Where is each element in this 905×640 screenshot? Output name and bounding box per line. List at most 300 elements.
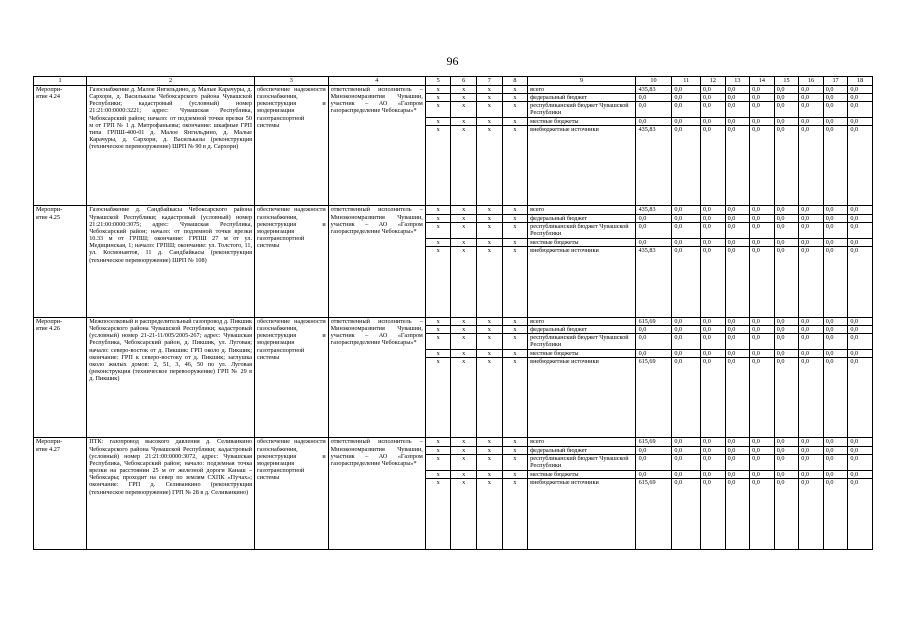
code-mark: x: [451, 326, 477, 334]
funding-value-year: 0,0: [750, 126, 775, 206]
column-number-5: 5: [425, 77, 451, 86]
code-mark: x: [477, 246, 503, 317]
funding-value-year: 0,0: [672, 317, 701, 325]
code-mark: x: [477, 470, 503, 478]
funding-value-year: 0,0: [799, 470, 824, 478]
code-mark: x: [451, 94, 477, 102]
funding-value-year: 0,0: [774, 478, 799, 549]
column-number-row: [34, 77, 873, 86]
funding-value-year: 0,0: [701, 326, 726, 334]
table-row: [34, 206, 873, 214]
code-mark: x: [425, 94, 451, 102]
code-mark: x: [502, 238, 528, 246]
code-mark: x: [502, 118, 528, 126]
code-mark: x: [502, 102, 528, 118]
code-mark: x: [477, 126, 503, 206]
funding-value-year: 0,0: [750, 317, 775, 325]
funding-value-year: 0,0: [774, 350, 799, 358]
code-mark: x: [451, 214, 477, 222]
measure-id-line: Меропри-: [36, 438, 63, 446]
measure-id: [34, 86, 87, 206]
code-mark: x: [502, 438, 528, 446]
funding-value-year: 0,0: [725, 454, 750, 470]
column-number-12: 12: [701, 77, 726, 86]
funding-value-year: 0,0: [823, 222, 848, 238]
funding-value-year: 0,0: [672, 118, 701, 126]
funding-value-year: 0,0: [672, 478, 701, 549]
measure-id: [34, 206, 87, 317]
measure-executor: ответственный исполнитель – Минэкономразвития Чувашии, участник – АО «Газпром газораспределение Чебоксары»*: [328, 317, 425, 437]
funding-value-year: 0,0: [823, 246, 848, 317]
funding-value-year: 0,0: [725, 86, 750, 94]
code-mark: x: [451, 454, 477, 470]
code-mark: x: [477, 446, 503, 454]
funding-value-year: 0,0: [823, 126, 848, 206]
funding-source: республиканский бюджет Чувашской Республики: [528, 454, 635, 470]
funding-value-year: 0,0: [701, 214, 726, 222]
funding-value-year: 0,0: [725, 326, 750, 334]
column-number-13: 13: [725, 77, 750, 86]
column-number-11: 11: [672, 77, 701, 86]
code-mark: x: [451, 118, 477, 126]
funding-source: федеральный бюджет: [528, 446, 635, 454]
funding-value-year: 0,0: [672, 454, 701, 470]
funding-value-year: 0,0: [750, 222, 775, 238]
funding-value-year: 0,0: [848, 317, 873, 325]
funding-value-year: 0,0: [848, 126, 873, 206]
code-mark: x: [477, 454, 503, 470]
funding-value-year: 0,0: [774, 438, 799, 446]
code-mark: x: [477, 86, 503, 94]
column-number-14: 14: [750, 77, 775, 86]
measure-purpose: обеспечение надежности газоснабжения, реконструкция и модернизация газотранспортной системы: [255, 438, 329, 549]
funding-value-year: 0,0: [848, 438, 873, 446]
funding-value-year: 0,0: [823, 350, 848, 358]
funding-source: внебюджетные источники: [528, 246, 635, 317]
column-number-15: 15: [774, 77, 799, 86]
code-mark: x: [502, 214, 528, 222]
column-number-17: 17: [823, 77, 848, 86]
funding-source: местные бюджеты: [528, 118, 635, 126]
code-mark: x: [502, 206, 528, 214]
code-mark: x: [425, 238, 451, 246]
code-mark: x: [477, 214, 503, 222]
funding-value-year: 0,0: [823, 94, 848, 102]
code-mark: x: [451, 317, 477, 325]
table-row: [34, 438, 873, 446]
funding-value-year: 0,0: [701, 86, 726, 94]
funding-value-total: 615,69: [635, 358, 672, 438]
funding-value-year: 0,0: [725, 126, 750, 206]
funding-value-year: 0,0: [799, 86, 824, 94]
funding-value-year: 0,0: [848, 350, 873, 358]
funding-value-year: 0,0: [848, 206, 873, 214]
funding-value-year: 0,0: [799, 238, 824, 246]
code-mark: x: [451, 334, 477, 350]
code-mark: x: [477, 102, 503, 118]
funding-value-year: 0,0: [774, 102, 799, 118]
funding-value-total: 435,83: [635, 126, 672, 206]
funding-value-year: 0,0: [750, 214, 775, 222]
measure-executor: ответственный исполнитель – Минэкономразвития Чувашии, участник – АО «Газпром газораспределение Чебоксары»*: [328, 206, 425, 317]
funding-value-year: 0,0: [823, 470, 848, 478]
funding-value-year: 0,0: [750, 454, 775, 470]
measure-id: [34, 317, 87, 437]
code-mark: x: [425, 334, 451, 350]
code-mark: x: [502, 470, 528, 478]
funding-value-year: 0,0: [799, 118, 824, 126]
funding-value-year: 0,0: [701, 94, 726, 102]
code-mark: x: [502, 222, 528, 238]
code-mark: x: [477, 438, 503, 446]
code-mark: x: [477, 317, 503, 325]
code-mark: x: [477, 478, 503, 549]
code-mark: x: [425, 358, 451, 438]
funding-value-year: 0,0: [750, 206, 775, 214]
column-number-16: 16: [799, 77, 824, 86]
funding-value-year: 0,0: [672, 350, 701, 358]
funding-value-year: 0,0: [774, 454, 799, 470]
funding-value-year: 0,0: [750, 238, 775, 246]
funding-value-year: 0,0: [799, 358, 824, 438]
code-mark: x: [502, 326, 528, 334]
funding-value-year: 0,0: [823, 334, 848, 350]
funding-value-year: 0,0: [725, 222, 750, 238]
funding-value-year: 0,0: [823, 206, 848, 214]
measure-description: Межпоселковый и распределительный газопровод д. Пикшик Чебоксарского района Чувашской Республики; кадастровый (условный) номер 21-21-11/005/2005-267; адрес: Чувашская Республика, Чебоксарский район, д. Пикшик, ул. Луговая; начало: северо-восток от д. Пикшик: ГРП около д. Пикшик; окончание: ГРП к северо-востоку от д. Пикшик; заглушка около жилых домов: 2, 51, 3, 46, 50 по ул. Луговая (реконструкция (техническое перевооружение) ГРП № 29 в д. Пикшик): [87, 317, 255, 437]
funding-value-year: 0,0: [750, 478, 775, 549]
measure-purpose: обеспечение надежности газоснабжения, реконструкция и модернизация газотранспортной системы: [255, 206, 329, 317]
funding-source: федеральный бюджет: [528, 94, 635, 102]
funding-value-total: 0,0: [635, 350, 672, 358]
funding-value-year: 0,0: [774, 446, 799, 454]
code-mark: x: [477, 238, 503, 246]
funding-value-total: 0,0: [635, 94, 672, 102]
funding-value-year: 0,0: [799, 446, 824, 454]
funding-value-year: 0,0: [774, 317, 799, 325]
code-mark: x: [502, 334, 528, 350]
funding-value-year: 0,0: [848, 86, 873, 94]
code-mark: x: [425, 126, 451, 206]
column-number-10: 10: [635, 77, 672, 86]
funding-value-year: 0,0: [725, 118, 750, 126]
funding-value-total: 0,0: [635, 118, 672, 126]
funding-value-year: 0,0: [848, 94, 873, 102]
funding-value-year: 0,0: [774, 126, 799, 206]
funding-value-year: 0,0: [799, 454, 824, 470]
funding-value-year: 0,0: [799, 350, 824, 358]
funding-value-year: 0,0: [725, 206, 750, 214]
code-mark: x: [502, 94, 528, 102]
funding-value-year: 0,0: [774, 214, 799, 222]
funding-value-total: 0,0: [635, 454, 672, 470]
funding-value-year: 0,0: [672, 358, 701, 438]
code-mark: x: [477, 358, 503, 438]
funding-value-year: 0,0: [672, 246, 701, 317]
code-mark: x: [451, 86, 477, 94]
funding-source: внебюджетные источники: [528, 478, 635, 549]
funding-value-year: 0,0: [701, 246, 726, 317]
funding-value-year: 0,0: [701, 102, 726, 118]
code-mark: x: [425, 350, 451, 358]
measure-id-line: ятие 4.25: [36, 213, 60, 221]
funding-value-year: 0,0: [774, 118, 799, 126]
funding-value-total: 0,0: [635, 334, 672, 350]
funding-source: всего: [528, 206, 635, 214]
code-mark: x: [425, 214, 451, 222]
funding-source: местные бюджеты: [528, 238, 635, 246]
funding-source: всего: [528, 86, 635, 94]
table-row: [34, 317, 873, 325]
funding-value-year: 0,0: [799, 214, 824, 222]
code-mark: x: [451, 246, 477, 317]
code-mark: x: [451, 358, 477, 438]
column-number-2: 2: [87, 77, 255, 86]
funding-source: федеральный бюджет: [528, 214, 635, 222]
funding-value-total: 0,0: [635, 102, 672, 118]
funding-value-year: 0,0: [799, 317, 824, 325]
code-mark: x: [502, 454, 528, 470]
page-number: 96: [446, 54, 459, 68]
funding-value-total: 435,83: [635, 206, 672, 214]
funding-value-year: 0,0: [774, 334, 799, 350]
code-mark: x: [451, 446, 477, 454]
funding-value-year: 0,0: [725, 438, 750, 446]
funding-value-year: 0,0: [799, 102, 824, 118]
code-mark: x: [502, 86, 528, 94]
funding-value-year: 0,0: [848, 454, 873, 470]
column-number-18: 18: [848, 77, 873, 86]
funding-value-year: 0,0: [774, 358, 799, 438]
measure-id-line: Меропри-: [36, 86, 63, 93]
column-number-9: 9: [528, 77, 635, 86]
measure-purpose: обеспечение надежности газоснабжения, реконструкция и модернизация газотранспортной системы: [255, 317, 329, 437]
funding-value-year: 0,0: [750, 438, 775, 446]
funding-value-year: 0,0: [672, 206, 701, 214]
measure-id-line: Меропри-: [36, 317, 63, 325]
funding-value-year: 0,0: [701, 358, 726, 438]
funding-value-year: 0,0: [750, 94, 775, 102]
funding-value-year: 0,0: [750, 350, 775, 358]
funding-value-year: 0,0: [750, 102, 775, 118]
funding-source: федеральный бюджет: [528, 326, 635, 334]
measure-id-line: ятие 4.24: [36, 93, 60, 101]
table-row: [34, 86, 873, 94]
funding-value-year: 0,0: [823, 478, 848, 549]
funding-value-year: 0,0: [750, 326, 775, 334]
funding-value-year: 0,0: [823, 317, 848, 325]
funding-value-total: 0,0: [635, 446, 672, 454]
funding-value-year: 0,0: [823, 326, 848, 334]
funding-value-year: 0,0: [701, 478, 726, 549]
funding-value-year: 0,0: [672, 94, 701, 102]
code-mark: x: [425, 446, 451, 454]
funding-value-year: 0,0: [750, 334, 775, 350]
code-mark: x: [451, 206, 477, 214]
funding-value-year: 0,0: [774, 470, 799, 478]
funding-value-year: 0,0: [823, 446, 848, 454]
funding-value-year: 0,0: [750, 470, 775, 478]
funding-value-year: 0,0: [672, 334, 701, 350]
code-mark: x: [502, 446, 528, 454]
code-mark: x: [477, 222, 503, 238]
code-mark: x: [425, 470, 451, 478]
code-mark: x: [502, 246, 528, 317]
funding-value-year: 0,0: [701, 446, 726, 454]
funding-value-year: 0,0: [848, 102, 873, 118]
funding-value-year: 0,0: [799, 334, 824, 350]
funding-value-year: 0,0: [701, 118, 726, 126]
column-number-3: 3: [255, 77, 329, 86]
funding-value-year: 0,0: [848, 334, 873, 350]
code-mark: x: [425, 222, 451, 238]
funding-value-year: 0,0: [799, 126, 824, 206]
funding-value-year: 0,0: [672, 470, 701, 478]
code-mark: x: [451, 222, 477, 238]
measure-executor: ответственный исполнитель – Минэкономразвития Чувашии, участник – АО «Газпром газораспределение Чебоксары»*: [328, 86, 425, 206]
funding-value-total: 0,0: [635, 238, 672, 246]
funding-value-year: 0,0: [725, 334, 750, 350]
funding-value-year: 0,0: [672, 238, 701, 246]
measure-id-line: ятие 4.27: [36, 445, 60, 453]
funding-value-total: 0,0: [635, 222, 672, 238]
code-mark: x: [477, 118, 503, 126]
funding-value-year: 0,0: [774, 94, 799, 102]
funding-value-total: 0,0: [635, 214, 672, 222]
code-mark: x: [502, 358, 528, 438]
funding-value-year: 0,0: [823, 86, 848, 94]
code-mark: x: [451, 238, 477, 246]
funding-value-year: 0,0: [750, 86, 775, 94]
column-number-8: 8: [502, 77, 528, 86]
funding-source: внебюджетные источники: [528, 126, 635, 206]
code-mark: x: [502, 126, 528, 206]
code-mark: x: [451, 438, 477, 446]
funding-value-year: 0,0: [701, 438, 726, 446]
measure-description: Газоснабжение д. Малое Янгильдино, д. Малые Карачуры, д. Сархори, д. Васильказы Чебоксарского района Чувашской Республики; кадастровый (условный) номер 21:21:00:0000:3221; адрес: Чувашская Республика, Чебоксарский район; начало: от подземной точки врезки 50 м от ГРП № 1 д. Митрофаньевы; окончание: шкафные ГРП типа ГРПШ-400-01 д. Малое Янгильдино, д. Малые Карачуры, д. Сархори, д. Васильказы (реконструкция (техническое перевооружение) ШРП № 90 в д. Сархори): [87, 86, 255, 206]
funding-value-year: 0,0: [725, 478, 750, 549]
funding-value-year: 0,0: [823, 238, 848, 246]
funding-value-year: 0,0: [823, 214, 848, 222]
measure-id: [34, 438, 87, 549]
code-mark: x: [451, 102, 477, 118]
measure-description: ПТК: газопровод высокого давления д. Селиванкино Чебоксарского района Чувашской Республики; кадастровый (условный) номер 21:21:00:0000:3072, адрес: Чувашская Республика, Чебоксарский район; начало: подземная точка врезки на расстоянии 25 м от железной дороги Канаш – Чебоксары; проходит на север по землям СХПК «Пучах»; окончание: ГРП д. Селиванкино (реконструкция (техническое перевооружение) ГРП № 28 в д. Селиванкино): [87, 438, 255, 549]
funding-value-year: 0,0: [725, 470, 750, 478]
funding-value-year: 0,0: [750, 446, 775, 454]
funding-value-year: 0,0: [823, 102, 848, 118]
code-mark: x: [425, 206, 451, 214]
code-mark: x: [425, 326, 451, 334]
funding-value-year: 0,0: [750, 358, 775, 438]
funding-value-year: 0,0: [799, 222, 824, 238]
funding-value-year: 0,0: [750, 118, 775, 126]
code-mark: x: [451, 470, 477, 478]
measure-id-line: ятие 4.26: [36, 325, 60, 333]
funding-value-year: 0,0: [848, 478, 873, 549]
funding-value-year: 0,0: [848, 222, 873, 238]
funding-source: республиканский бюджет Чувашской Республики: [528, 334, 635, 350]
code-mark: x: [477, 206, 503, 214]
code-mark: x: [425, 478, 451, 549]
funding-value-total: 435,83: [635, 86, 672, 94]
funding-value-year: 0,0: [823, 454, 848, 470]
funding-value-year: 0,0: [848, 470, 873, 478]
code-mark: x: [477, 334, 503, 350]
column-number-6: 6: [451, 77, 477, 86]
code-mark: x: [425, 317, 451, 325]
code-mark: x: [477, 350, 503, 358]
funding-value-year: 0,0: [725, 102, 750, 118]
measure-id-line: Меропри-: [36, 206, 63, 214]
funding-value-total: 615,69: [635, 478, 672, 549]
funding-source: всего: [528, 317, 635, 325]
funding-value-year: 0,0: [701, 222, 726, 238]
code-mark: x: [477, 326, 503, 334]
funding-value-total: 0,0: [635, 326, 672, 334]
measure-description: Газоснабжение д. Сандбайкасы Чебоксарского района Чувашской Республики; кадастровый (условный) номер 21:21:00:0000:3075; адрес: Чувашская Республика, Чебоксарский район; начало: от подземной точки врезки 10.33 м от ГРПШ; окончание: ГРПШ 27 м от ул. Медицинская, 1; начало: ГРПШ; окончание: ул. Толстого, 11, ул. Космонавтов, 11 д. Сандбайкасы (реконструкция (техническое перевооружение) ШРП № 108): [87, 206, 255, 317]
code-mark: x: [451, 126, 477, 206]
code-mark: x: [502, 317, 528, 325]
funding-value-year: 0,0: [848, 326, 873, 334]
funding-value-year: 0,0: [701, 238, 726, 246]
funding-value-year: 0,0: [672, 222, 701, 238]
funding-source: республиканский бюджет Чувашской Республики: [528, 222, 635, 238]
funding-value-total: 0,0: [635, 470, 672, 478]
funding-value-year: 0,0: [672, 86, 701, 94]
funding-value-total: 615,69: [635, 438, 672, 446]
funding-value-year: 0,0: [672, 126, 701, 206]
funding-value-year: 0,0: [848, 238, 873, 246]
funding-value-year: 0,0: [672, 438, 701, 446]
funding-value-year: 0,0: [774, 326, 799, 334]
funding-value-year: 0,0: [774, 222, 799, 238]
funding-value-year: 0,0: [725, 94, 750, 102]
funding-value-year: 0,0: [774, 86, 799, 94]
funding-value-year: 0,0: [701, 126, 726, 206]
funding-value-year: 0,0: [750, 246, 775, 317]
column-number-1: 1: [34, 77, 87, 86]
funding-value-year: 0,0: [848, 446, 873, 454]
funding-value-year: 0,0: [672, 102, 701, 118]
funding-value-year: 0,0: [799, 246, 824, 317]
funding-value-year: 0,0: [774, 238, 799, 246]
funding-value-year: 0,0: [799, 438, 824, 446]
funding-value-year: 0,0: [701, 317, 726, 325]
funding-value-year: 0,0: [799, 478, 824, 549]
code-mark: x: [451, 478, 477, 549]
funding-value-year: 0,0: [701, 470, 726, 478]
funding-value-year: 0,0: [725, 214, 750, 222]
funding-value-year: 0,0: [725, 317, 750, 325]
funding-source: республиканский бюджет Чувашской Республики: [528, 102, 635, 118]
measure-executor: ответственный исполнитель – Минэкономразвития Чувашии, участник – АО «Газпром газораспределение Чебоксары»*: [328, 438, 425, 549]
column-number-4: 4: [328, 77, 425, 86]
code-mark: x: [425, 86, 451, 94]
funding-value-total: 615,69: [635, 317, 672, 325]
funding-value-year: 0,0: [823, 118, 848, 126]
funding-value-year: 0,0: [799, 326, 824, 334]
funding-value-year: 0,0: [799, 94, 824, 102]
funding-value-year: 0,0: [848, 118, 873, 126]
funding-value-year: 0,0: [848, 246, 873, 317]
code-mark: x: [477, 94, 503, 102]
funding-value-year: 0,0: [701, 454, 726, 470]
measure-purpose: обеспечение надежности газоснабжения, реконструкция и модернизация газотранспортной системы: [255, 86, 329, 206]
funding-value-year: 0,0: [823, 358, 848, 438]
code-mark: x: [425, 118, 451, 126]
column-number-7: 7: [477, 77, 503, 86]
code-mark: x: [502, 478, 528, 549]
